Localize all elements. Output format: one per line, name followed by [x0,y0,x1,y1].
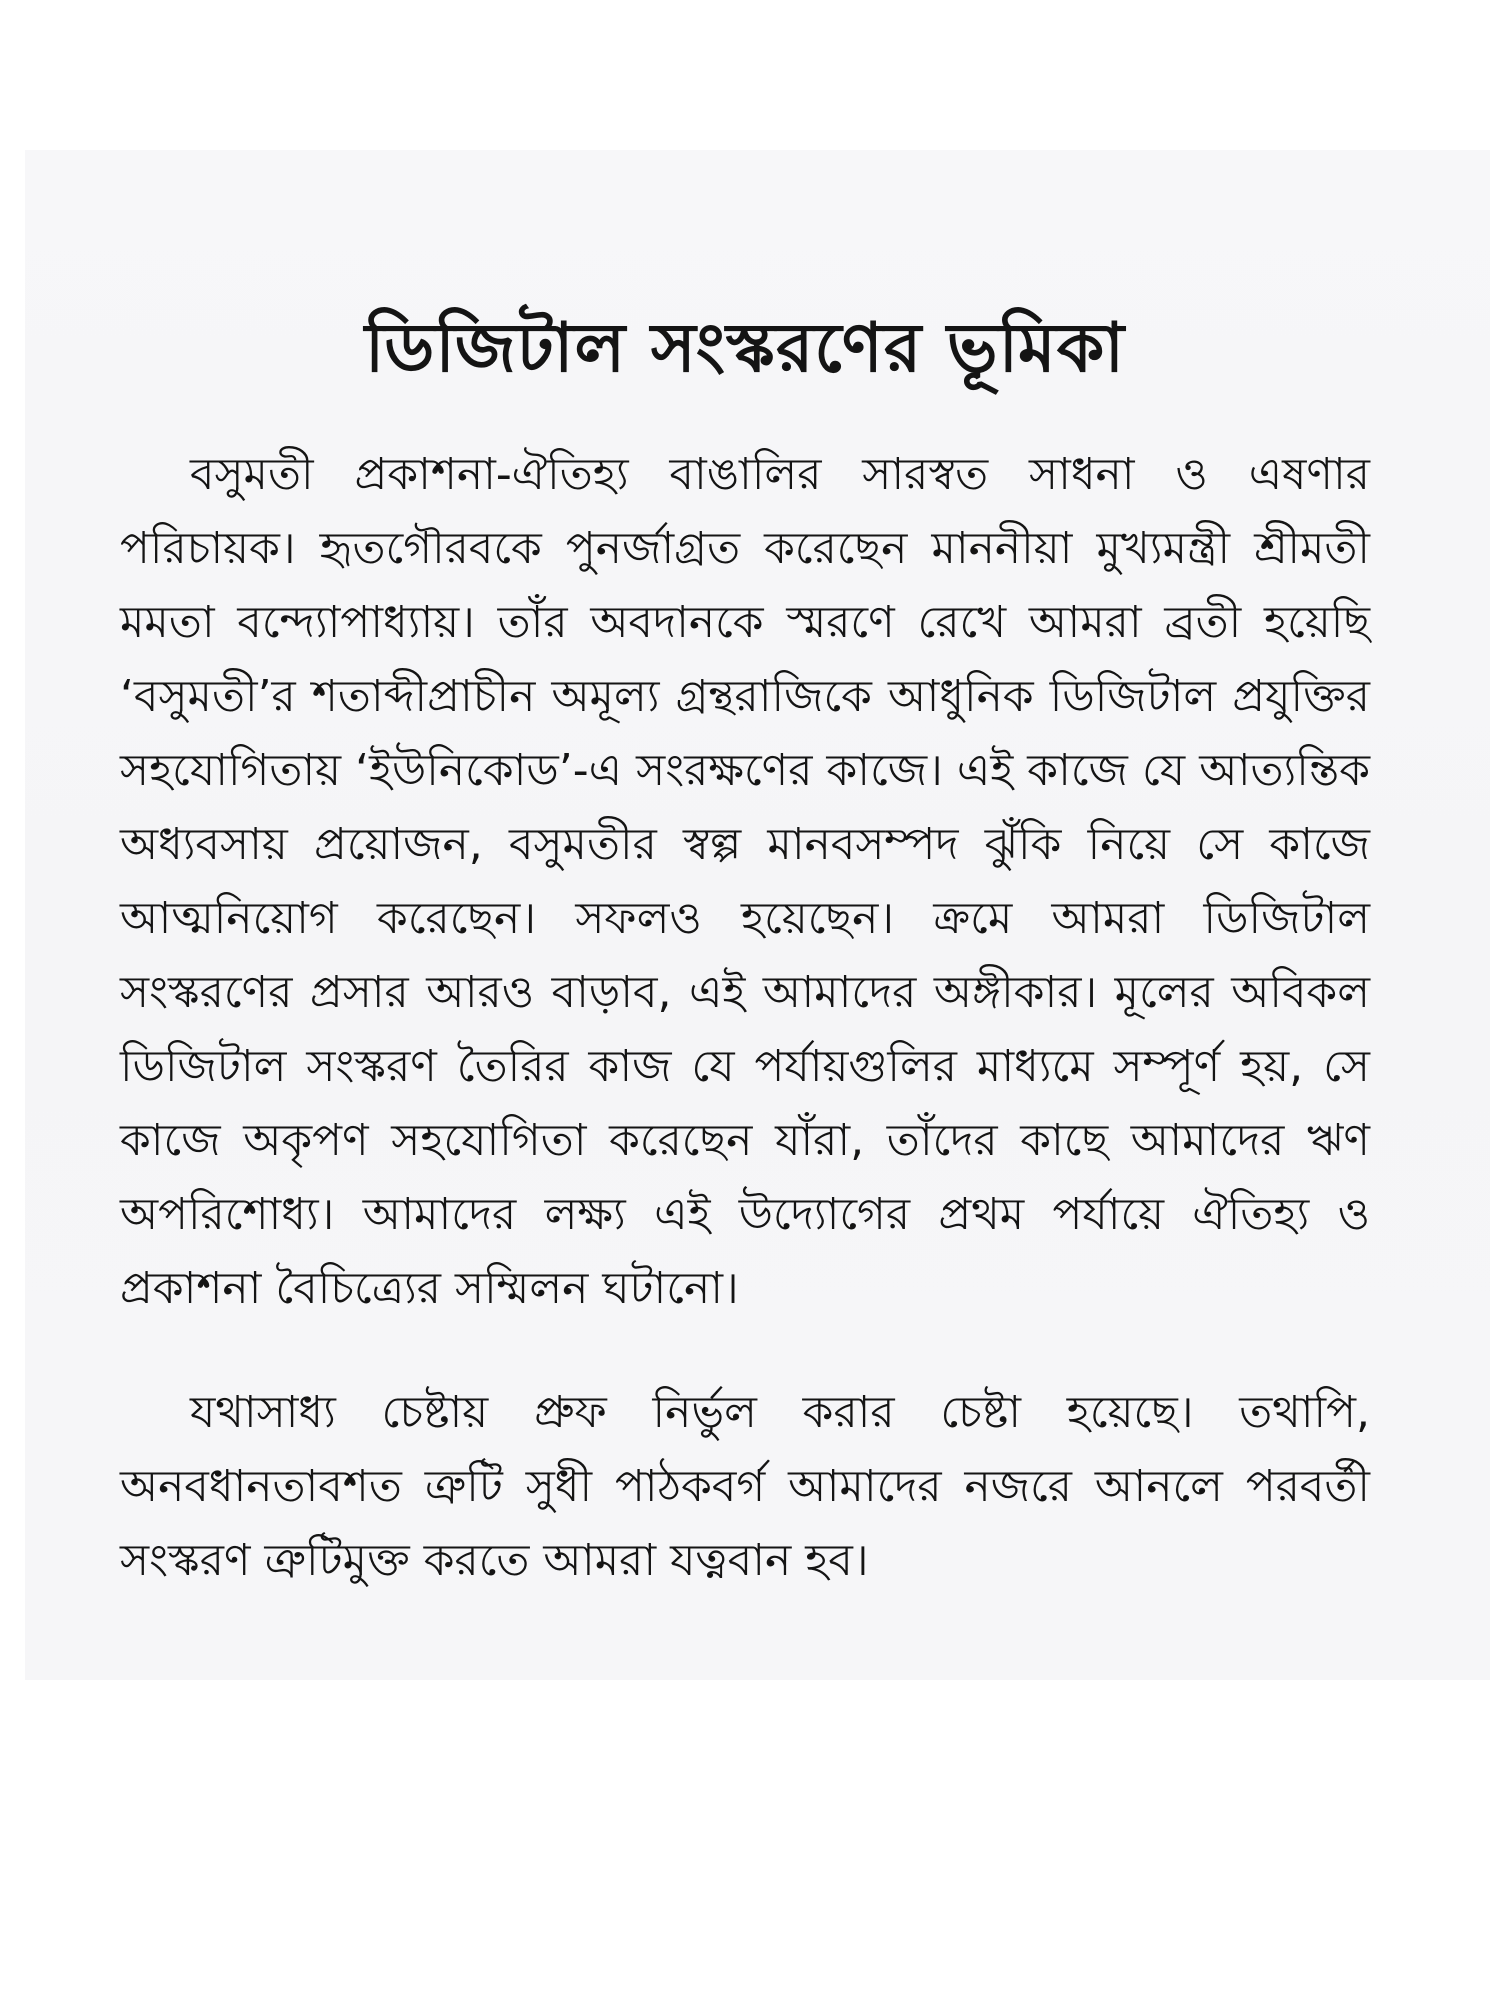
document-body [120,310,1370,1598]
paragraph-intro: বসুমতী প্রকাশনা-ঐতিহ্য বাঙালির সারস্বত সাধনা ও এষণার পরিচায়ক। হৃতগৌরবকে পুনর্জাগ্রত করেছেন মাননীয়া মুখ্যমন্ত্রী শ্রীমতী মমতা বন্দ্যোপাধ্যায়। তাঁর অবদানকে স্মরণে রেখে আমরা ব্রতী হয়েছি ‘বসুমতী’র শতাব্দীপ্রাচীন অমূল্য গ্রন্থরাজিকে আধুনিক ডিজিটাল প্রযুক্তির সহযোগিতায় ‘ইউনিকোড’-এ সংরক্ষণের কাজে। এই কাজে যে আত্যন্তিক অধ্যবসায় প্রয়োজন, বসুমতীর স্বল্প মানবসম্পদ ঝুঁকি নিয়ে সে কাজে আত্মনিয়োগ করেছেন। সফলও হয়েছেন। ক্রমে আমরা ডিজিটাল সংস্করণের প্রসার আরও বাড়াব, এই আমাদের অঙ্গীকার। মূলের অবিকল ডিজিটাল সংস্করণ তৈরির কাজ যে পর্যায়গুলির মাধ্যমে সম্পূর্ণ হয়, সে কাজে অকৃপণ সহযোগিতা করেছেন যাঁরা, তাঁদের কাছে আমাদের ঋণ অপরিশোধ্য। আমাদের লক্ষ্য এই উদ্যোগের প্রথম পর্যায়ে ঐতিহ্য ও প্রকাশনা বৈচিত্র্যের সম্মিলন ঘটানো। [120,449,1370,1315]
paragraph-proof-note: যথাসাধ্য চেষ্টায় প্রুফ নির্ভুল করার চেষ্টা হয়েছে। তথাপি, অনবধানতাবশত ত্রুটি সুধী পাঠকবর্গ আমাদের নজরে আনলে পরবর্তী সংস্করণ ত্রুটিমুক্ত করতে আমরা যত্নবান হব। [120,1387,1370,1587]
page-title: ডিজিটাল সংস্করণের ভূমিকা [364,309,1126,388]
